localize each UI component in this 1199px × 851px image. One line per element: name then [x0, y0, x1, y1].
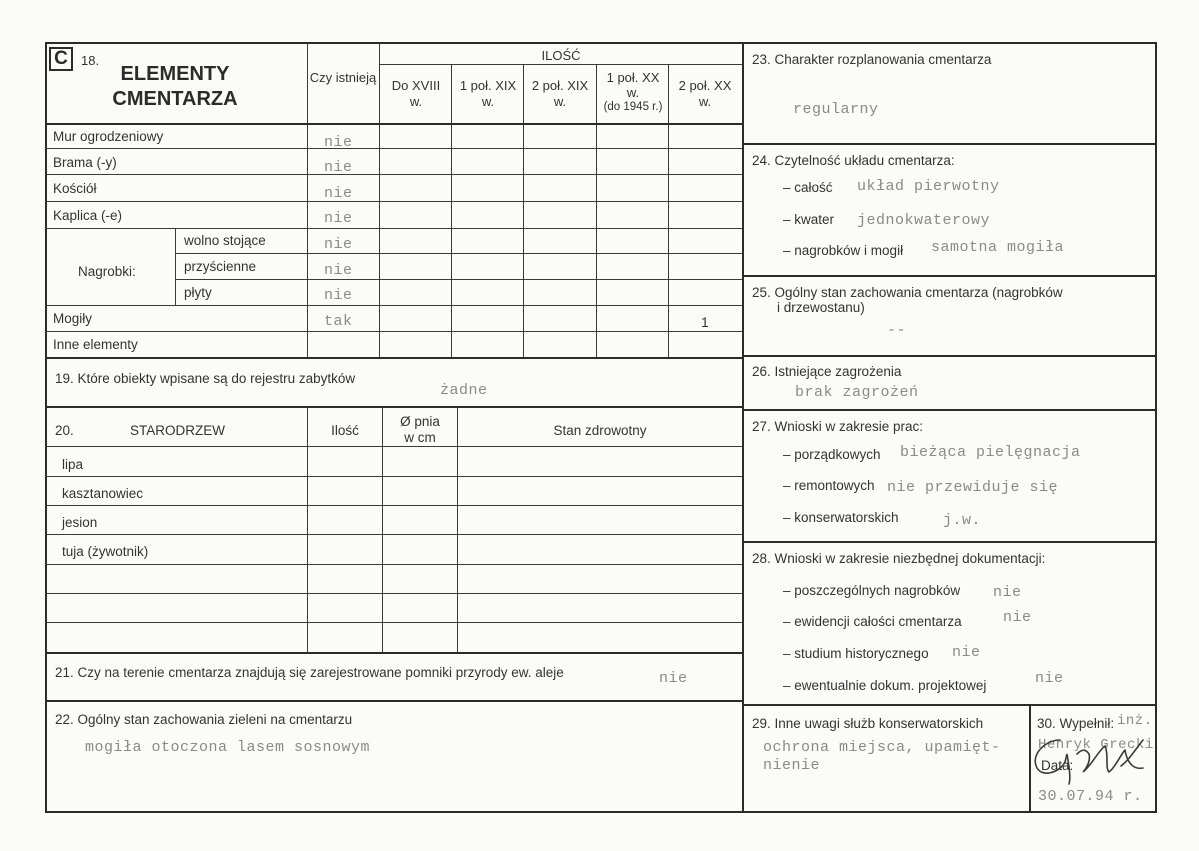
q26-value: brak zagrożeń [795, 384, 919, 401]
row-line [175, 279, 743, 280]
row-line [45, 534, 743, 535]
q20-health-header: Stan zdrowotny [553, 423, 647, 438]
row-line [45, 564, 743, 565]
q27-item-label-remontowych: – remontowych [783, 478, 875, 493]
divider [743, 143, 1157, 145]
row-line [45, 331, 743, 332]
row-line [45, 446, 743, 447]
q27-item-label-konserwatorskich: – konserwatorskich [783, 510, 899, 525]
column-line [451, 64, 452, 357]
q20-title: STARODRZEW [130, 423, 225, 438]
row-label-kaplica: Kaplica (-e) [53, 208, 123, 223]
q27-item-value-porzadkowych: bieżąca pielęgnacja [900, 444, 1081, 461]
q28-item-value-studium: nie [952, 644, 981, 661]
q30-value-title: inż. [1117, 713, 1153, 729]
divider [45, 357, 743, 359]
divider [743, 541, 1157, 543]
row-line [45, 174, 743, 175]
q28-item-value-nagrobkow: nie [993, 584, 1022, 601]
q24-item-value-calosc: układ pierwotny [857, 178, 1000, 195]
divider [743, 355, 1157, 357]
row-count-mogily: 1 [701, 314, 709, 330]
row-label-plyty: płyty [184, 285, 212, 300]
col-header-2pol-xix: 2 poł. XIX w. [531, 78, 589, 109]
q30-date-label: Data: [1041, 758, 1074, 773]
q25-label-line1: 25. Ogólny stan zachowania cmentarza (nagrobków [752, 285, 1063, 300]
col-header-do-xviii: Do XVIII w. [391, 78, 441, 109]
q24-item-label-calosc: – całość [783, 180, 833, 195]
row-line [45, 201, 743, 202]
row-label-inne: Inne elementy [53, 337, 138, 352]
col-header-2pol-xx: 2 poł. XX w. [678, 78, 732, 109]
q30-label: 30. Wypełnił: [1037, 716, 1115, 731]
q27-label: 27. Wnioski w zakresie prac: [752, 419, 924, 434]
section-number-18: 18. [81, 53, 100, 68]
row-exists-brama: nie [324, 159, 353, 176]
section-title-line1: ELEMENTY [120, 63, 230, 85]
q28-item-label-projektowej: – ewentualnie dokum. projektowej [783, 678, 987, 693]
q29-value-line1: ochrona miejsca, upamięt- [763, 739, 1001, 756]
column-line [175, 228, 176, 305]
q24-item-value-kwater: jednokwaterowy [857, 212, 991, 229]
q19-value: żadne [440, 382, 488, 399]
column-line [307, 408, 308, 652]
col-header-1pol-xx: 1 poł. XX w. [606, 70, 660, 100]
row-exists-mogily: tak [324, 313, 353, 330]
row-label-wolno-stojace: wolno stojące [184, 233, 266, 248]
signature [1025, 710, 1155, 790]
q24-item-value-nagrobkow: samotna mogiła [931, 239, 1065, 256]
q23-value: regularny [793, 101, 879, 118]
row-exists-kosciol: nie [324, 185, 353, 202]
quantity-header: ILOŚĆ [541, 48, 581, 63]
q20-diam-header-2: w cm [404, 430, 436, 445]
row-exists-mur: nie [324, 134, 353, 151]
q20-diam-header-1: Ø pnia [400, 414, 440, 429]
row-exists-plyty: nie [324, 287, 353, 304]
col-header-1pol-xix: 1 poł. XIX w. [459, 78, 517, 109]
col-header-1pol-xx-note: (do 1945 r.) [603, 101, 663, 113]
row-label-przyscienne: przyścienne [184, 259, 257, 274]
q24-item-label-nagrobkow: – nagrobków i mogił [783, 243, 904, 258]
q27-item-value-konserwatorskich: j.w. [943, 512, 982, 529]
q30-value-name: Henryk Grecki [1038, 737, 1154, 753]
row-exists-przyscienne: nie [324, 262, 353, 279]
q23-label: 23. Charakter rozplanowania cmentarza [752, 52, 992, 67]
divider [45, 652, 743, 654]
q22-label: 22. Ogólny stan zachowania zieleni na cmentarzu [55, 712, 353, 727]
q25-value: -- [887, 322, 907, 339]
q22-value: mogiła otoczona lasem sosnowym [85, 739, 371, 756]
divider [45, 700, 743, 702]
q24-item-label-kwater: – kwater [783, 212, 835, 227]
tree-jesion: jesion [62, 515, 98, 530]
q29-value-line2: nienie [763, 757, 821, 774]
tree-tuja: tuja (żywotnik) [62, 544, 149, 559]
column-line [382, 408, 383, 652]
q24-label: 24. Czytelność układu cmentarza: [752, 153, 955, 168]
column-line [457, 408, 458, 652]
q20-qty-header: Ilość [331, 423, 359, 438]
row-label-kosciol: Kościół [53, 181, 97, 196]
q28-item-value-ewidencji: nie [1003, 609, 1032, 626]
row-exists-wolno-stojace: nie [324, 236, 353, 253]
q20-number: 20. [55, 423, 74, 438]
tree-kasztanowiec: kasztanowiec [62, 486, 144, 501]
q21-label: 21. Czy na terenie cmentarza znajdują się zarejestrowane pomniki przyrody ew. aleje [55, 665, 564, 680]
divider [742, 42, 744, 813]
header-line [379, 64, 743, 65]
column-line [523, 64, 524, 357]
row-line [45, 622, 743, 623]
q29-label: 29. Inne uwagi służb konserwatorskich [752, 716, 984, 731]
row-line [45, 593, 743, 594]
row-label-mur: Mur ogrodzeniowy [53, 129, 164, 144]
q26-label: 26. Istniejące zagrożenia [752, 364, 902, 379]
exists-header: Czy istnieją [309, 70, 377, 85]
row-exists-kaplica: nie [324, 210, 353, 227]
q27-item-value-remontowych: nie przewiduje się [887, 479, 1059, 496]
q21-value: nie [659, 670, 688, 687]
row-line [175, 253, 743, 254]
q19-label: 19. Które obiekty wpisane są do rejestru zabytków [55, 371, 356, 386]
q27-item-label-porzadkowych: – porządkowych [783, 447, 881, 462]
graves-label: Nagrobki: [78, 264, 136, 279]
section-letter-c: C [49, 47, 73, 71]
section-title-line2: CMENTARZA [112, 88, 238, 110]
divider [743, 275, 1157, 277]
row-line [45, 148, 743, 149]
row-line [45, 476, 743, 477]
q28-label: 28. Wnioski w zakresie niezbędnej dokumentacji: [752, 551, 1046, 566]
row-label-brama: Brama (-y) [53, 155, 117, 170]
tree-lipa: lipa [62, 457, 84, 472]
q28-item-value-projektowej: nie [1035, 670, 1064, 687]
q30-date-value: 30.07.94 r. [1038, 788, 1143, 805]
q28-item-label-nagrobkow: – poszczególnych nagrobków [783, 583, 961, 598]
row-line [45, 305, 743, 306]
row-line [45, 505, 743, 506]
row-label-mogily: Mogiły [53, 311, 93, 326]
q28-item-label-ewidencji: – ewidencji całości cmentarza [783, 614, 962, 629]
q28-item-label-studium: – studium historycznego [783, 646, 929, 661]
header-bottom-line [45, 123, 743, 125]
divider [743, 409, 1157, 411]
row-line [45, 228, 743, 229]
q25-label-line2: i drzewostanu) [777, 300, 865, 315]
divider [743, 704, 1157, 706]
divider [45, 406, 743, 408]
